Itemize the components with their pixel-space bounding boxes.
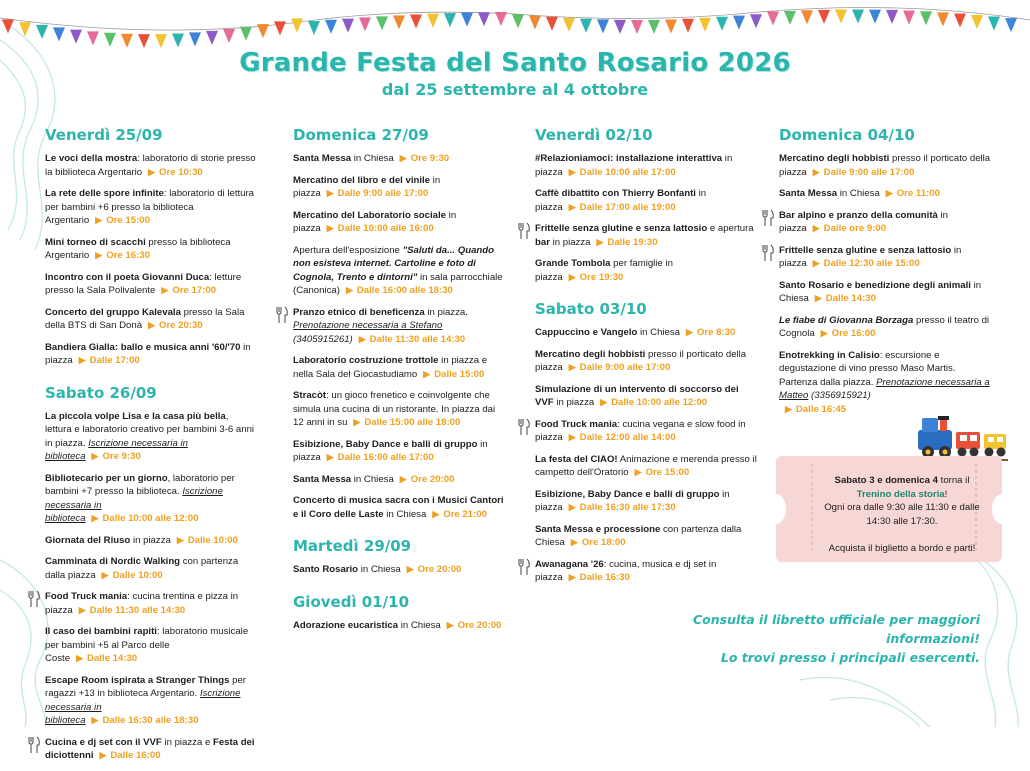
day-title-giovedi-01: Giovedì 01/10	[293, 592, 410, 611]
event-time: ▶ Dalle 9:00 alle 17:00	[807, 167, 915, 178]
column-4	[779, 126, 991, 424]
event-time: ▶ Ore 20:30	[142, 320, 203, 331]
bunting-flag	[478, 12, 490, 26]
event-item: Concerto di musica sacra con i Musici Cantori e il Coro delle Laste in Chiesa▶ Ore 21:00	[293, 494, 505, 521]
event-time: ▶ Dalle 10:00	[171, 535, 238, 546]
page-title: Grande Festa del Santo Rosario 2026	[239, 48, 791, 78]
event-item: Cappuccino e Vangelo in Chiesa▶ Ore 8:30	[535, 326, 757, 340]
event-time: ▶ Dalle 19:30	[590, 237, 657, 248]
bunting-flag	[325, 20, 337, 34]
bunting-flag	[410, 15, 422, 29]
event-time: ▶ Dalle 11:30 alle 14:30	[353, 334, 465, 345]
event-time: ▶ Dalle 16:30 alle 18:30	[86, 715, 199, 726]
column-3	[535, 126, 757, 593]
event-time: ▶ Dalle 14:30	[70, 653, 137, 664]
event-item: Grande Tombola per famiglie in piazza▶ Ore 19:30	[535, 257, 757, 284]
event-time: ▶ Ore 20:00	[401, 564, 462, 575]
bunting-flag	[359, 17, 371, 31]
event-time: ▶ Dalle 12:30 alle 15:00	[807, 258, 920, 269]
bunting-flag	[869, 10, 881, 24]
event-time: ▶ Dalle 10:00	[96, 570, 163, 581]
bunting-flag	[920, 11, 932, 25]
bunting-flag	[614, 20, 626, 34]
bunting-flag	[784, 11, 796, 25]
event-item: Bandiera Gialla: ballo e musica anni '60/'70 in piazza▶ Dalle 17:00	[45, 341, 257, 368]
bunting-flag	[818, 10, 830, 24]
event-time: ▶ Ore 20:00	[441, 620, 502, 631]
event-item: La festa del CIAO! Animazione e merenda presso il campetto dell'Oratorio▶ Ore 15:00	[535, 453, 757, 480]
bunting-flag	[189, 32, 201, 46]
bunting-flag	[206, 31, 218, 45]
bunting-flag	[2, 19, 14, 33]
bunting-flag	[291, 19, 303, 33]
event-item: Simulazione di un intervento di soccorso dei VVF in piazza▶ Dalle 10:00 alle 12:00	[535, 383, 757, 410]
bunting-flag	[308, 21, 320, 35]
event-item: Santa Messa in Chiesa▶ Ore 9:30	[293, 152, 505, 166]
bunting-flag	[733, 16, 745, 30]
event-time: ▶ Dalle 16:00 alle 17:00	[321, 452, 434, 463]
event-time: ▶ Dalle 9:00 alle 17:00	[563, 362, 671, 373]
bunting-flag	[53, 27, 65, 41]
fork-knife-icon	[762, 210, 774, 226]
event-time: ▶ Ore 15:00	[629, 467, 690, 478]
bunting-flag	[257, 24, 269, 38]
bunting-flag	[495, 12, 507, 26]
event-item: Mercatino del Laboratorio sociale in piazza▶ Dalle 10:00 alle 16:00	[293, 209, 505, 236]
event-time: ▶ Ore 20:00	[394, 474, 455, 485]
bunting-flag	[444, 13, 456, 27]
event-time: ▶ Dalle 16:00 alle 18:30	[340, 285, 453, 296]
event-time: ▶ Ore 11:00	[880, 188, 940, 199]
bunting-flag	[801, 10, 813, 24]
event-item: Escape Room ispirata a Stranger Things per ragazzi +13 in biblioteca Argentario. Iscrizione necessaria in biblioteca▶ Dalle 16:30 alle 18:30	[45, 674, 257, 728]
day-title-sabato-26: Sabato 26/09	[45, 383, 157, 402]
page-subtitle: dal 25 settembre al 4 ottobre	[381, 80, 649, 99]
day-title-domenica-04: Domenica 04/10	[779, 126, 915, 144]
bunting-flag	[87, 31, 99, 45]
bunting-flag	[631, 20, 643, 34]
event-item: Concerto del gruppo Kalevala presso la Sala della BTS di San Donà▶ Ore 20:30	[45, 306, 257, 333]
bunting-flag	[342, 19, 354, 33]
day-title-venerdi-02: Venerdì 02/10	[535, 126, 653, 144]
event-item: Pranzo etnico di beneficenza in piazza. Prenotazione necessaria a Stefano (3405915261)▶ Dalle 11:30 alle 14:30	[293, 306, 505, 347]
event-item: #Relazioniamoci: installazione interattiva in piazza▶ Dalle 10:00 alle 17:00	[535, 152, 757, 179]
event-time: ▶ Ore 21:00	[426, 509, 487, 520]
bunting-flag	[971, 15, 983, 29]
bunting-flag	[104, 33, 116, 47]
bunting-flag	[240, 27, 252, 41]
bunting-flag	[835, 10, 847, 24]
bunting-flag	[597, 19, 609, 33]
event-item: Food Truck mania: cucina vegana e slow food in piazza▶ Dalle 12:00 alle 14:00	[535, 418, 757, 445]
bunting-flag	[546, 17, 558, 31]
event-time: ▶ Dalle 10:00 alle 12:00	[86, 513, 199, 524]
event-time: ▶ Dalle 17:00 alle 19:00	[563, 202, 676, 213]
event-item: Enotrekking in Calisio: escursione e degustazione di vino presso Maso Martis. Partenza dalla piazza. Prenotazione necessaria a Matteo (3356915921) ▶ Dalle 16:45	[779, 349, 991, 417]
bunting-flag	[172, 34, 184, 48]
event-time: ▶ Dalle 9:00 alle 17:00	[321, 188, 429, 199]
event-item: Santo Rosario in Chiesa▶ Ore 20:00	[293, 563, 505, 577]
event-time: ▶ Dalle 16:00	[94, 750, 161, 761]
event-item: Bibliotecario per un giorno, laboratorio per bambini +7 presso la biblioteca. Iscrizione necessaria in biblioteca▶ Dalle 10:00 alle 12:00	[45, 472, 257, 526]
event-time: ▶ Ore 9:30	[394, 153, 449, 164]
event-item: Cucina e dj set con il VVF in piazza e Festa dei diciottenni▶ Dalle 16:00	[45, 736, 257, 763]
event-item: Adorazione eucaristica in Chiesa▶ Ore 20:00	[293, 619, 505, 633]
fork-knife-icon	[518, 419, 530, 435]
bunting-flag	[36, 25, 48, 39]
event-time: ▶ Dalle 10:00 alle 17:00	[563, 167, 676, 178]
bunting-flag	[70, 30, 82, 44]
event-item: Esibizione, Baby Dance e balli di gruppo in piazza▶ Dalle 16:00 alle 17:00	[293, 438, 505, 465]
event-time: ▶ Ore 18:00	[565, 537, 626, 548]
event-time: ▶ Dalle 15:00 alle 18:00	[347, 417, 460, 428]
event-time: ▶ Dalle 17:00	[73, 355, 140, 366]
event-time: ▶ Ore 17:00	[155, 285, 216, 296]
bunting-flag	[699, 18, 711, 32]
event-time: ▶ Dalle 15:00	[417, 369, 484, 380]
event-item: Incontro con il poeta Giovanni Duca: letture presso la Sala Polivalente▶ Ore 17:00	[45, 271, 257, 298]
fork-knife-icon	[28, 591, 40, 607]
footer-note: Consulta il libretto ufficiale per maggiori informazioni! Lo trovi presso i principali esercenti.	[693, 612, 980, 665]
event-time: ▶ Dalle 16:30	[563, 572, 630, 583]
bunting-flag	[138, 34, 150, 48]
event-item: Awanagana '26: cucina, musica e dj set in piazza▶ Dalle 16:30	[535, 558, 757, 585]
event-time: ▶ Ore 16:00	[815, 328, 876, 339]
event-item: Le fiabe di Giovanna Borzaga presso il teatro di Cognola▶ Ore 16:00	[779, 314, 991, 341]
bunting-flag	[886, 10, 898, 24]
day-title-martedi-29: Martedì 29/09	[293, 537, 412, 555]
fork-knife-icon	[762, 245, 774, 261]
bunting-flag	[393, 15, 405, 29]
event-time: ▶ Dalle 10:00 alle 16:00	[321, 223, 434, 234]
fork-knife-icon	[276, 307, 288, 323]
bunting-flag	[512, 14, 524, 28]
event-item: Laboratorio costruzione trottole in piazza e nella Sala del Giocastudiamo▶ Dalle 15:00	[293, 354, 505, 381]
bunting-flag	[988, 16, 1000, 30]
day-title-domenica-27: Domenica 27/09	[293, 126, 429, 144]
event-time: ▶ Dalle 11:30 alle 14:30	[73, 605, 185, 616]
day-title-venerdi-25: Venerdì 25/09	[45, 126, 163, 144]
bunting-flag	[427, 14, 439, 28]
event-item: Stracòt: un gioco frenetico e coinvolgente che simula una cucina di un ristorante. In piazza dai 12 anni in su▶ Dalle 15:00 alle 18:00	[293, 389, 505, 430]
event-item: Frittelle senza glutine e senza lattosio in piazza▶ Dalle 12:30 alle 15:00	[779, 244, 991, 271]
event-time: ▶ Dalle 10:00 alle 12:00	[594, 397, 707, 408]
event-item: Apertura dell'esposizione "Saluti da... Quando non esisteva internet. Cartoline e foto di Cognola, Trento e dintorni" in sala parrocchiale (Canonica)▶ Dalle 16:00 alle 18:30	[293, 244, 505, 298]
bunting-flag	[529, 16, 541, 30]
event-item: Santa Messa in Chiesa▶ Ore 11:00	[779, 187, 991, 201]
event-item: Mercatino degli hobbisti presso il porticato della piazza▶ Dalle 9:00 alle 17:00	[535, 348, 757, 375]
event-item: Mercatino degli hobbisti presso il porticato della piazza▶ Dalle 9:00 alle 17:00	[779, 152, 991, 179]
bunting-flag	[954, 14, 966, 28]
event-item: Giornata del Riuso in piazza▶ Dalle 10:00	[45, 534, 257, 548]
day-title-sabato-03: Sabato 03/10	[535, 300, 647, 318]
bunting-flag	[1005, 18, 1017, 32]
bunting-flag	[563, 18, 575, 32]
event-item: Mini torneo di scacchi presso la biblioteca Argentario▶ Ore 16:30	[45, 236, 257, 263]
event-item: Le voci della mostra: laboratorio di storie presso la biblioteca Argentario▶ Ore 10:30	[45, 152, 257, 179]
bunting-flag	[155, 34, 167, 48]
event-item: La rete delle spore infinite: laboratorio di lettura per bambini +6 presso la biblioteca Argentario▶ Ore 15:00	[45, 187, 257, 228]
column-2	[293, 126, 505, 640]
event-item: Frittelle senza glutine e senza lattosio e apertura bar in piazza▶ Dalle 19:30	[535, 222, 757, 249]
event-time: ▶ Ore 16:30	[89, 250, 150, 261]
event-item: Esibizione, Baby Dance e balli di gruppo in piazza▶ Dalle 16:30 alle 17:30	[535, 488, 757, 515]
event-item: Il caso dei bambini rapiti: laboratorio musicale per bambini +5 al Parco delle Coste▶ Dalle 14:30	[45, 625, 257, 666]
event-item: Bar alpino e pranzo della comunità in piazza▶ Dalle ore 9:00	[779, 209, 991, 236]
event-item: Santa Messa in Chiesa▶ Ore 20:00	[293, 473, 505, 487]
event-time: ▶ Ore 15:00	[89, 215, 150, 226]
column-1	[45, 126, 257, 771]
bunting-flag	[648, 20, 660, 34]
bunting-flag	[274, 21, 286, 35]
bunting-flag	[767, 11, 779, 25]
event-item: Camminata di Nordic Walking con partenza dalla piazza▶ Dalle 10:00	[45, 555, 257, 582]
bunting-flag	[376, 16, 388, 30]
event-time: ▶ Dalle 14:30	[809, 293, 876, 304]
event-time: ▶ Dalle ore 9:00	[807, 223, 886, 234]
fork-knife-icon	[518, 559, 530, 575]
bunting-flag	[852, 9, 864, 23]
event-item: Mercatino del libro e del vinile in piazza▶ Dalle 9:00 alle 17:00	[293, 174, 505, 201]
event-time: ▶ Ore 19:30	[563, 272, 624, 283]
event-time: ▶ Dalle 12:00 alle 14:00	[563, 432, 676, 443]
event-item: La piccola volpe Lisa e la casa più bella, lettura e laboratorio creativo per bambini 3-6 anni in piazza. Iscrizione necessaria in biblioteca▶ Ore 9:30	[45, 410, 257, 464]
bunting-flag	[19, 22, 31, 36]
bunting-flag	[461, 13, 473, 27]
bunting-flag	[580, 19, 592, 33]
event-time: ▶ Ore 9:30	[86, 451, 141, 462]
event-time: ▶ Ore 10:30	[142, 167, 203, 178]
bunting-flag	[665, 19, 677, 33]
fork-knife-icon	[28, 737, 40, 753]
event-time: ▶ Ore 8:30	[680, 327, 735, 338]
bunting-flag	[121, 34, 133, 48]
event-item: Santo Rosario e benedizione degli animali in Chiesa▶ Dalle 14:30	[779, 279, 991, 306]
event-item: Food Truck mania: cucina trentina e pizza in piazza▶ Dalle 11:30 alle 14:30	[45, 590, 257, 617]
bunting-flag	[937, 12, 949, 26]
fork-knife-icon	[518, 223, 530, 239]
event-item: Santa Messa e processione con partenza dalla Chiesa▶ Ore 18:00	[535, 523, 757, 550]
event-time: ▶ Dalle 16:45	[779, 404, 846, 415]
bunting-flag	[682, 19, 694, 33]
bunting-flag	[903, 10, 915, 24]
event-item: Caffè dibattito con Thierry Bonfanti in piazza▶ Dalle 17:00 alle 19:00	[535, 187, 757, 214]
event-time: ▶ Dalle 16:30 alle 17:30	[563, 502, 676, 513]
bunting-flag	[223, 29, 235, 43]
ticket-text: Sabato 3 e domenica 4 torna il Trenino della storia! Ogni ora dalle 9:30 alle 11:30 e dalle 14:30 alle 17:30. Acquista il biglietto a bordo e parti!	[824, 475, 980, 554]
bunting-flag	[750, 14, 762, 28]
bunting-flag	[716, 17, 728, 31]
